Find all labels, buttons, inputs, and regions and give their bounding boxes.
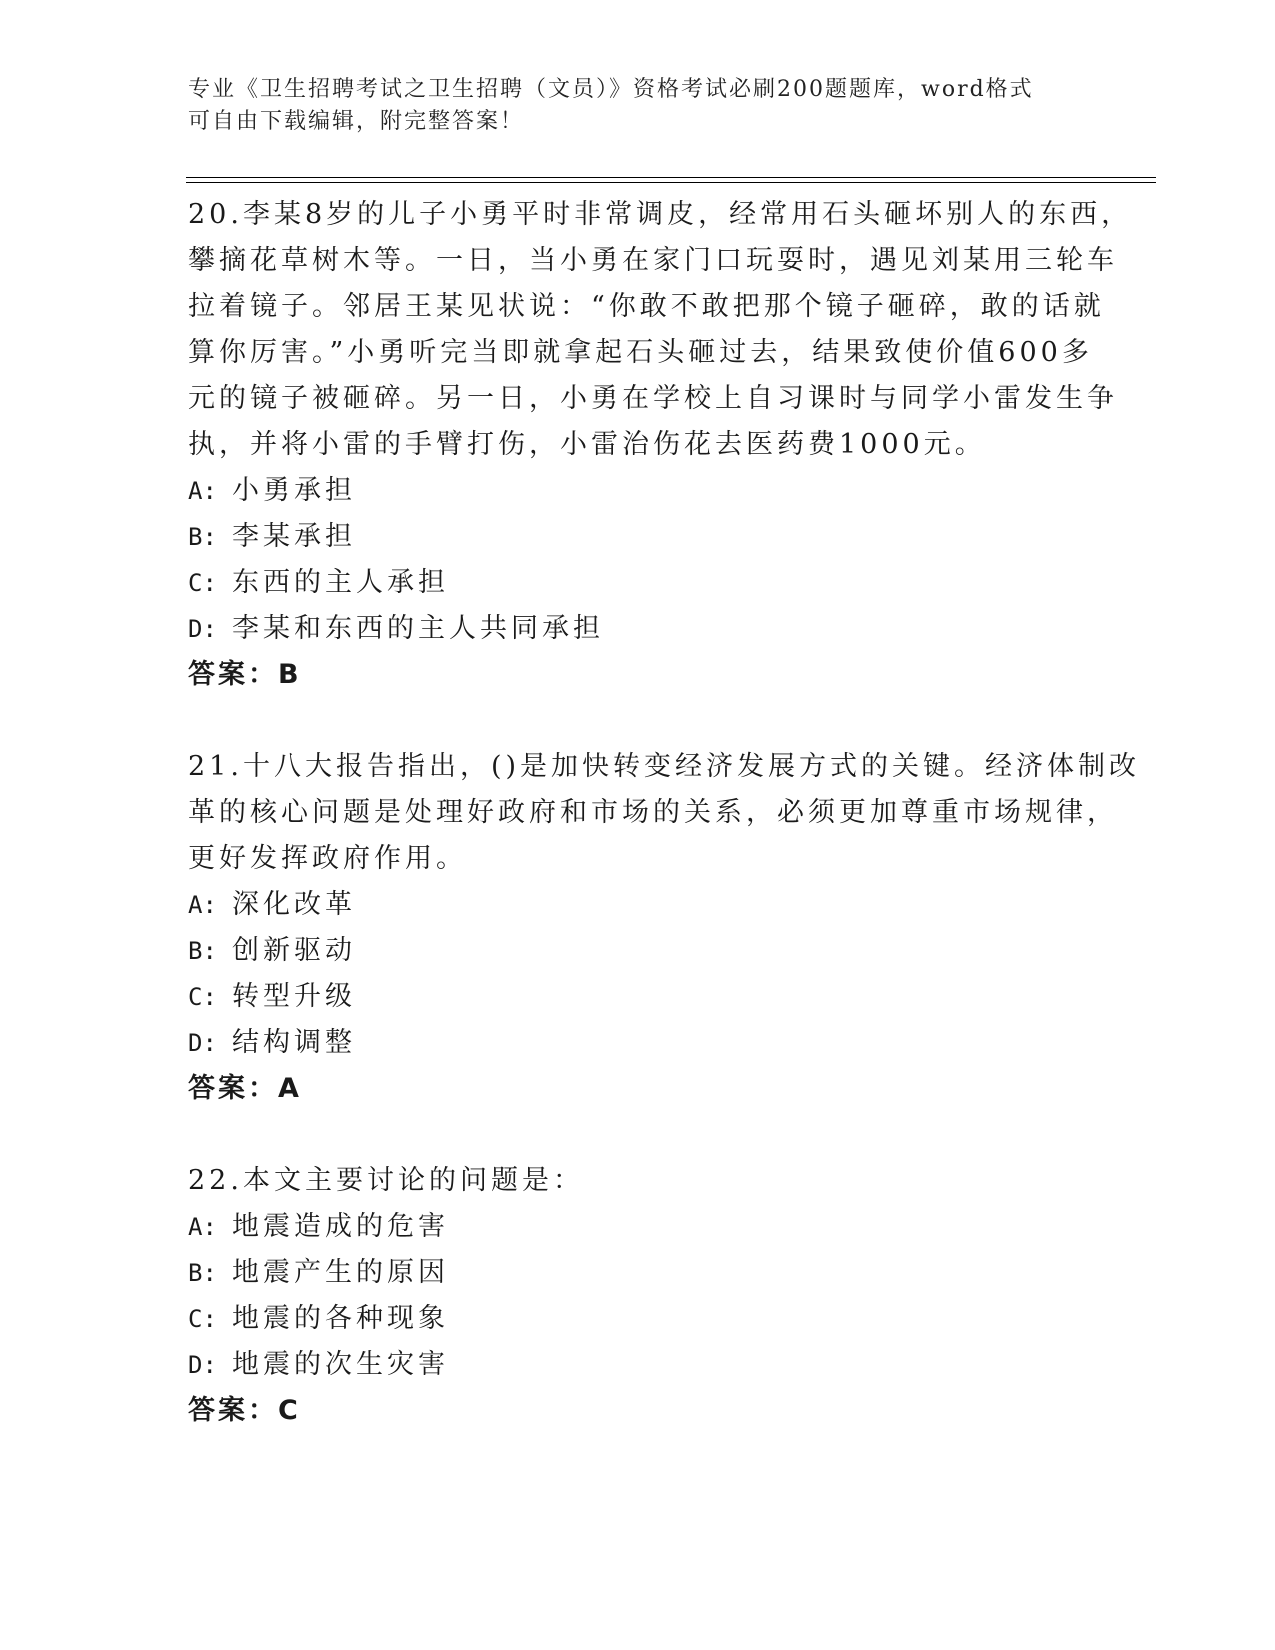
option-letter: B: [188, 1259, 217, 1287]
option-text: 地震产生的原因 [232, 1257, 449, 1288]
option-d [188, 1020, 1088, 1066]
option-letter: C: [188, 983, 217, 1011]
option-text: 小勇承担 [232, 475, 356, 506]
option-letter: C: [188, 569, 217, 597]
option-b [188, 1250, 1088, 1296]
question-text-line: 攀摘花草树木等。一日，当小勇在家门口玩耍时，遇见刘某用三轮车 [188, 245, 1118, 276]
option-letter: A: [188, 1213, 217, 1241]
option-letter: D: [188, 615, 217, 643]
header-rule-top [186, 177, 1156, 178]
option-text: 转型升级 [232, 981, 356, 1012]
option-letter: D: [188, 1351, 217, 1379]
question-text-line: 更好发挥政府作用。 [188, 843, 467, 874]
question-text-line: 革的核心问题是处理好政府和市场的关系，必须更加尊重市场规律， [188, 797, 1118, 828]
option-text: 地震造成的危害 [232, 1211, 449, 1242]
option-text: 创新驱动 [232, 935, 356, 966]
question-spacer [188, 1112, 1088, 1158]
option-d [188, 606, 1088, 652]
answer-label: 答案：B [188, 659, 302, 690]
option-text: 地震的各种现象 [232, 1303, 449, 1334]
option-a [188, 468, 1088, 514]
option-c [188, 974, 1088, 1020]
header-line-1: 专业《卫生招聘考试之卫生招聘（文员）》资格考试必刷200题题库，word格式 [188, 77, 1034, 102]
option-c [188, 560, 1088, 606]
option-b [188, 928, 1088, 974]
question-text-line: 20.李某8岁的儿子小勇平时非常调皮，经常用石头砸坏别人的东西， [188, 199, 1133, 230]
option-text: 深化改革 [232, 889, 356, 920]
header-line-2: 可自由下载编辑，附完整答案！ [188, 109, 525, 134]
question-spacer [188, 698, 1088, 744]
question-text-line: 21.十八大报告指出，()是加快转变经济发展方式的关键。经济体制改 [188, 751, 1141, 782]
option-letter: A: [188, 477, 217, 505]
document-header [188, 74, 1088, 138]
question-21 [188, 744, 1141, 1112]
option-letter: A: [188, 891, 217, 919]
question-22 [188, 1158, 1088, 1434]
answer-label: 答案：A [188, 1073, 302, 1104]
question-text-line: 元的镜子被砸碎。另一日，小勇在学校上自习课时与同学小雷发生争 [188, 383, 1118, 414]
option-text: 李某和东西的主人共同承担 [232, 613, 604, 644]
option-text: 地震的次生灾害 [232, 1349, 449, 1380]
question-text-line: 算你厉害。”小勇听完当即就拿起石头砸过去，结果致使价值600多 [188, 337, 1093, 368]
option-letter: C: [188, 1305, 217, 1333]
option-letter: B: [188, 523, 217, 551]
option-c [188, 1296, 1088, 1342]
option-text: 结构调整 [232, 1027, 356, 1058]
option-a [188, 1204, 1088, 1250]
question-list [188, 192, 1141, 1434]
question-20 [188, 192, 1133, 698]
header-rule-bottom [186, 182, 1156, 183]
option-b [188, 514, 1088, 560]
option-a [188, 882, 1088, 928]
option-letter: D: [188, 1029, 217, 1057]
option-letter: B: [188, 937, 217, 965]
question-text-line: 22.本文主要讨论的问题是： [188, 1165, 584, 1196]
question-text-line: 拉着镜子。邻居王某见状说：“你敢不敢把那个镜子砸碎，敢的话就 [188, 291, 1105, 322]
option-text: 李某承担 [232, 521, 356, 552]
question-text-line: 执，并将小雷的手臂打伤，小雷治伤花去医药费1000元。 [188, 429, 986, 460]
option-d [188, 1342, 1088, 1388]
answer-label: 答案：C [188, 1395, 301, 1426]
option-text: 东西的主人承担 [232, 567, 449, 598]
